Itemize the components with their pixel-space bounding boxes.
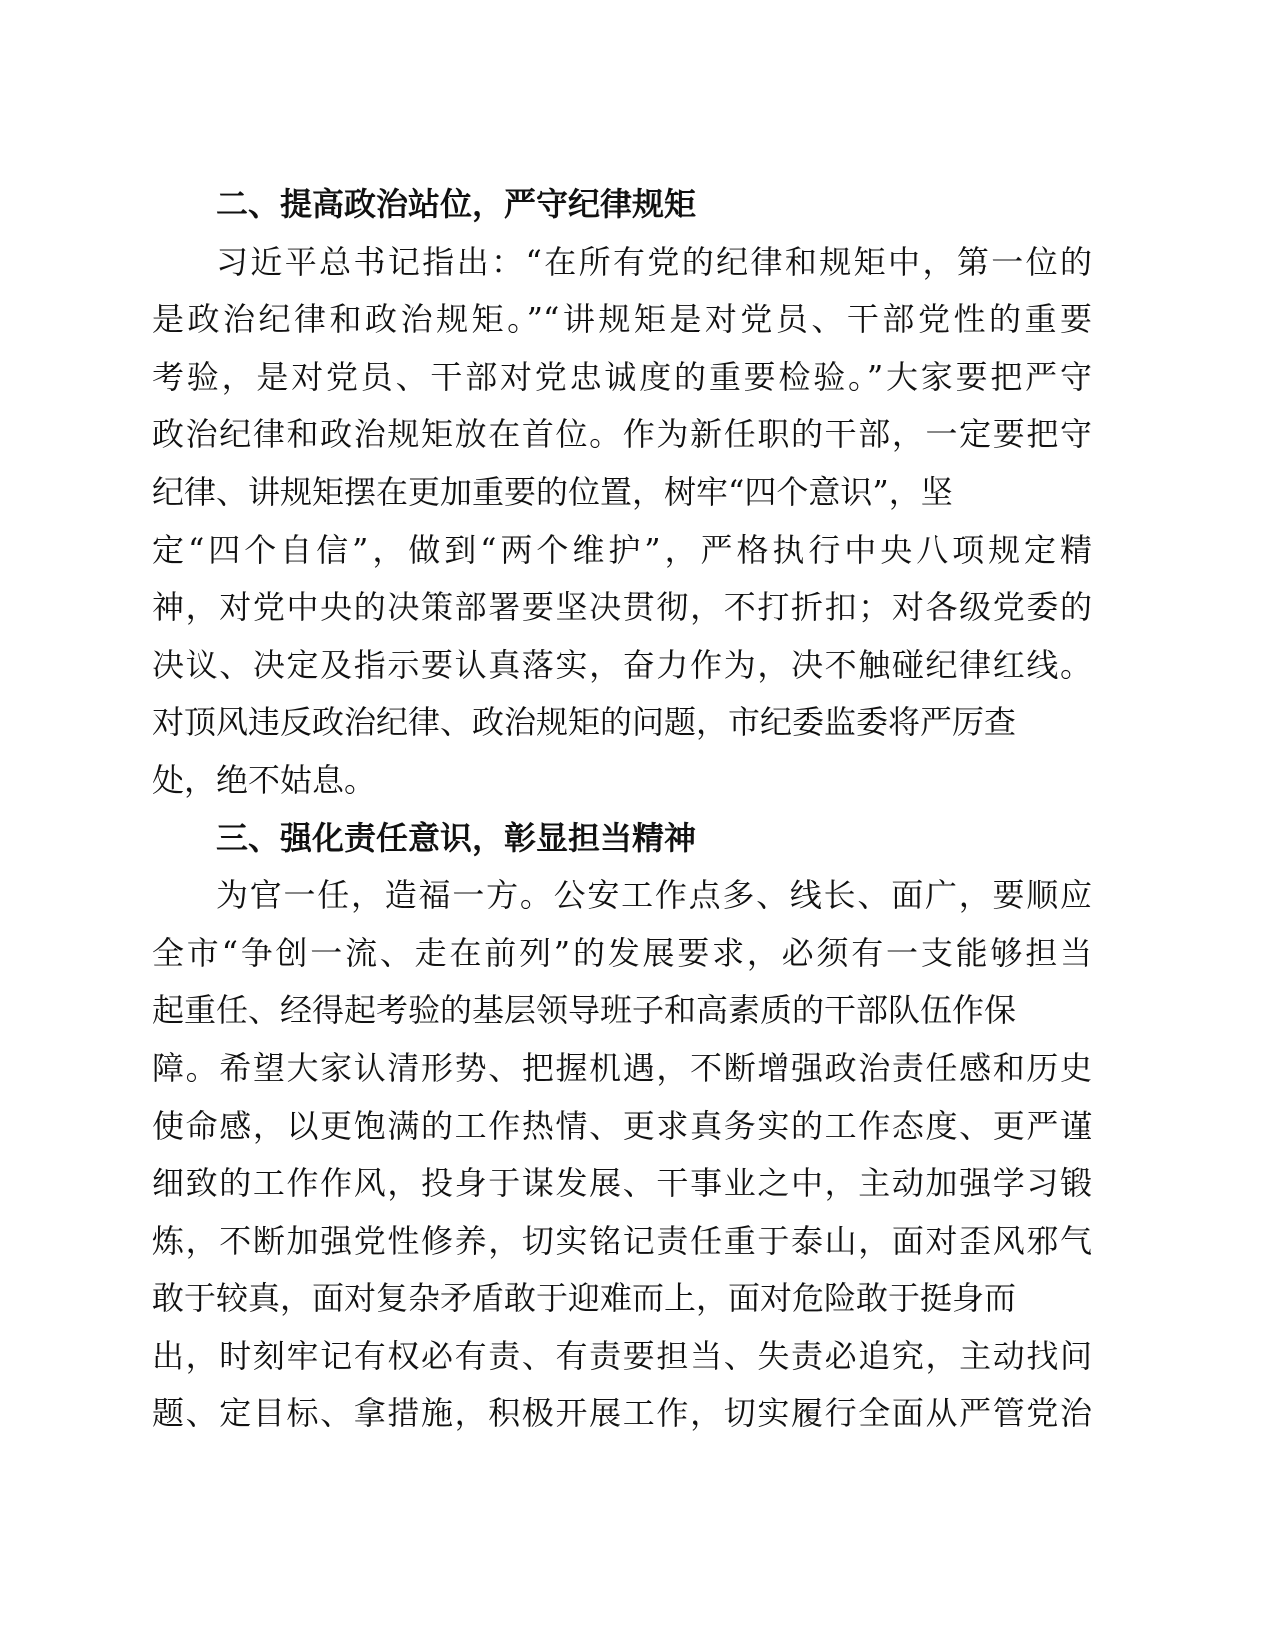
paragraph-line: 是政治纪律和政治规矩。”“讲规矩是对党员、干部党性的重要 <box>152 300 1092 339</box>
paragraph-line: 决议、决定及指示要认真落实，奋力作为，决不触碰纪律红线。 <box>152 645 1092 684</box>
paragraph-line: 定“四个自信”，做到“两个维护”，严格执行中央八项规定精 <box>152 530 1092 569</box>
paragraph-line: 考验，是对党员、干部对党忠诚度的重要检验。”大家要把严守 <box>152 357 1092 396</box>
paragraph-line: 习近平总书记指出：“在所有党的纪律和规矩中，第一位的 <box>216 242 1092 281</box>
paragraph-line: 为官一任，造福一方。公安工作点多、线长、面广，要顺应 <box>216 876 1092 915</box>
paragraph-line: 敢于较真，面对复杂矛盾敢于迎难而上，面对危险敢于挺身而 <box>152 1279 1017 1318</box>
paragraph-line: 起重任、经得起考验的基层领导班子和高素质的干部队伍作保 <box>152 991 1017 1030</box>
paragraph-line: 炼，不断加强党性修养，切实铭记责任重于泰山，面对歪风邪气 <box>152 1221 1092 1260</box>
paragraph-line: 纪律、讲规矩摆在更加重要的位置，树牢“四个意识”，坚 <box>152 472 953 511</box>
document-body <box>152 176 1092 1443</box>
section-heading-3: 三、强化责任意识，彰显担当精神 <box>216 818 697 857</box>
paragraph-line: 全市“争创一流、走在前列”的发展要求，必须有一支能够担当 <box>152 933 1092 972</box>
paragraph-line: 处，绝不姑息。 <box>152 760 377 799</box>
paragraph-line: 政治纪律和政治规矩放在首位。作为新任职的干部，一定要把守 <box>152 415 1092 454</box>
paragraph-line: 出，时刻牢记有权必有责、有责要担当、失责必追究，主动找问 <box>152 1336 1092 1375</box>
paragraph-line: 神，对党中央的决策部署要坚决贯彻，不打折扣；对各级党委的 <box>152 588 1092 627</box>
paragraph-line: 细致的工作作风，投身于谋发展、干事业之中，主动加强学习锻 <box>152 1164 1092 1203</box>
paragraph-line: 对顶风违反政治纪律、政治规矩的问题，市纪委监委将严厉查 <box>152 703 1017 742</box>
paragraph-line: 题、定目标、拿措施，积极开展工作，切实履行全面从严管党治 <box>152 1394 1092 1433</box>
paragraph-line: 使命感，以更饱满的工作热情、更求真务实的工作态度、更严谨 <box>152 1106 1092 1145</box>
section-heading-2: 二、提高政治站位，严守纪律规矩 <box>216 185 697 223</box>
paragraph-line: 障。希望大家认清形势、把握机遇，不断增强政治责任感和历史 <box>152 1048 1092 1087</box>
